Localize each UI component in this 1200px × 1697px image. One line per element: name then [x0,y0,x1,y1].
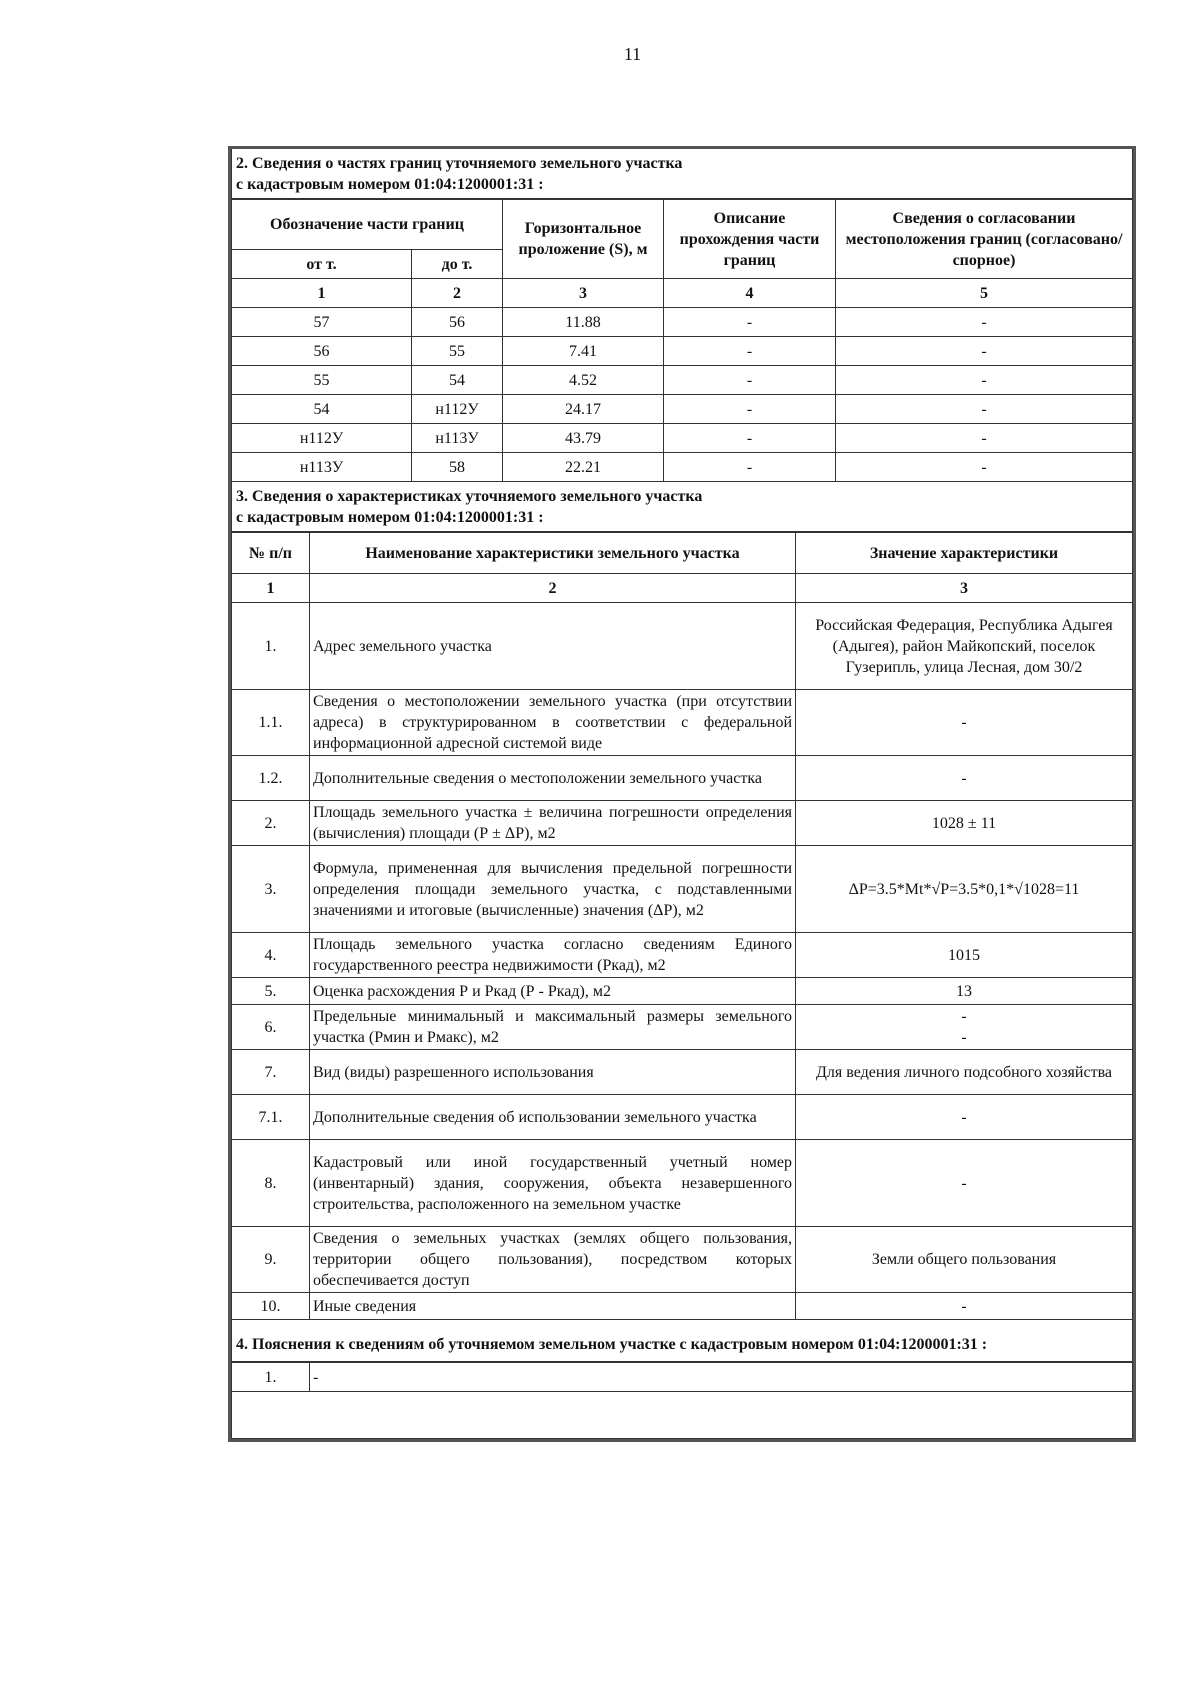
row-number: 4. [232,933,310,978]
horizontal-distance: 43.79 [503,424,664,453]
horizontal-distance: 7.41 [503,337,664,366]
table-row [232,1293,1133,1320]
table-row [232,1095,1133,1140]
characteristic-name: Иные сведения [310,1293,796,1320]
column-number-row [232,279,1133,308]
max-size-value: - [961,1029,967,1046]
min-size-value: - [961,1008,967,1025]
table-row [232,337,1133,366]
from-point: 56 [232,337,412,366]
agreement-cell: - [836,337,1133,366]
row-number: 1.2. [232,756,310,801]
characteristic-name: Вид (виды) разрешенного использования [310,1050,796,1095]
to-point: 54 [412,366,503,395]
name-header: Наименование характеристики земельного участка [310,533,796,574]
characteristic-value: 1015 [796,933,1133,978]
horizontal-distance: 24.17 [503,395,664,424]
characteristic-name: Сведения о земельных участках (землях общего пользования, территории общего пользования), посредством которых обеспечивается доступ [310,1227,796,1293]
characteristic-value: 13 [796,978,1133,1005]
characteristic-name: Предельные минимальный и максимальный размеры земельного участка (Рмин и Рмакс), м2 [310,1005,796,1050]
characteristics-table [231,532,1133,1320]
table-row [232,1363,1133,1392]
characteristic-name: Оценка расхождения Р и Ркад (Р - Ркад), м2 [310,978,796,1005]
part-designation-header: Обозначение части границ [232,200,503,250]
table-row [232,690,1133,756]
description-cell: - [664,337,836,366]
from-point: 54 [232,395,412,424]
row-number: 3. [232,846,310,933]
from-point: 55 [232,366,412,395]
characteristic-value: - [796,690,1133,756]
agreement-cell: - [836,424,1133,453]
table-row [232,978,1133,1005]
empty-row [231,1392,1133,1439]
description-cell: - [664,366,836,395]
column-number: 5 [836,279,1133,308]
characteristic-name: Дополнительные сведения об использовании земельного участка [310,1095,796,1140]
table-row [232,1005,1133,1050]
table-row [232,603,1133,690]
description-cell: - [664,395,836,424]
section3-title-line2: с кадастровым номером 01:04:1200001:31 : [236,509,544,526]
description-cell: - [664,308,836,337]
row-number: 1. [232,1363,310,1392]
characteristic-name: Площадь земельного участка ± величина погрешности определения (вычисления) площади (Р ± ΔР), м2 [310,801,796,846]
agreement-cell: - [836,366,1133,395]
row-number: 1.1. [232,690,310,756]
row-number: 10. [232,1293,310,1320]
characteristic-value: - [796,1095,1133,1140]
characteristic-name: Площадь земельного участка согласно сведениям Единого государственного реестра недвижимости (Ркад), м2 [310,933,796,978]
characteristic-value: Земли общего пользования [796,1227,1133,1293]
to-point: н113У [412,424,503,453]
table-row [232,1227,1133,1293]
to-point: 55 [412,337,503,366]
row-number: 2. [232,801,310,846]
horizontal-header: Горизонтальное проложение (S), м [503,200,664,279]
boundary-parts-table [231,199,1133,482]
from-point: н113У [232,453,412,482]
column-number: 3 [796,574,1133,603]
characteristic-name: Адрес земельного участка [310,603,796,690]
row-number: 8. [232,1140,310,1227]
description-header: Описание прохождения части границ [664,200,836,279]
to-point: 56 [412,308,503,337]
column-number: 2 [412,279,503,308]
characteristic-name: Формула, примененная для вычисления предельной погрешности определения площади земельного участка, с подставленными значениями и итоговые (вычисленные) значения (ΔР), м2 [310,846,796,933]
row-number: 7. [232,1050,310,1095]
agreement-cell: - [836,453,1133,482]
section2-title [231,149,1133,199]
table-row [232,801,1133,846]
table-row [232,1050,1133,1095]
table-row [232,395,1133,424]
column-number: 1 [232,574,310,603]
to-header: до т. [412,250,503,279]
row-number: 7.1. [232,1095,310,1140]
characteristic-name: Кадастровый или иной государственный учетный номер (инвентарный) здания, сооружения, объекта незавершенного строительства, расположенного на земельном участке [310,1140,796,1227]
description-cell: - [664,453,836,482]
value-header: Значение характеристики [796,533,1133,574]
table-row [232,366,1133,395]
column-number: 3 [503,279,664,308]
table-row [232,424,1133,453]
document-frame [228,146,1136,1442]
characteristic-value: - [796,1293,1133,1320]
column-number: 2 [310,574,796,603]
explanation-text: - [310,1363,1133,1392]
page-number: 11 [623,44,642,64]
section3-title [231,482,1133,532]
characteristic-value: - [796,1140,1133,1227]
section2-title-line1: 2. Сведения о частях границ уточняемого земельного участка [236,155,683,172]
horizontal-distance: 4.52 [503,366,664,395]
column-number-row [232,574,1133,603]
table-row [232,846,1133,933]
explanations-table [231,1362,1133,1392]
characteristic-value: Для ведения личного подсобного хозяйства [796,1050,1133,1095]
characteristic-name: Сведения о местоположении земельного участка (при отсутствии адреса) в структурированном в соответствии с федеральной информационной адресной системой виде [310,690,796,756]
table-row [232,453,1133,482]
table-row [232,308,1133,337]
horizontal-distance: 22.21 [503,453,664,482]
description-cell: - [664,424,836,453]
agreement-cell: - [836,395,1133,424]
row-number: 1. [232,603,310,690]
section4-title: 4. Пояснения к сведениям об уточняемом земельном участке с кадастровым номером 01:04:1200001:31 : [231,1320,1133,1362]
characteristic-name: Дополнительные сведения о местоположении земельного участка [310,756,796,801]
characteristic-value: ΔР=3.5*Mt*√Р=3.5*0,1*√1028=11 [796,846,1133,933]
table-row [232,756,1133,801]
row-number: 9. [232,1227,310,1293]
table-row [232,1140,1133,1227]
section3-title-line1: 3. Сведения о характеристиках уточняемого земельного участка [236,488,703,505]
agreement-header: Сведения о согласовании местоположения границ (согласовано/спорное) [836,200,1133,279]
characteristic-value: - [796,756,1133,801]
characteristic-value: Российская Федерация, Республика Адыгея (Адыгея), район Майкопский, поселок Гузерипль, улица Лесная, дом 30/2 [796,603,1133,690]
horizontal-distance: 11.88 [503,308,664,337]
column-number: 1 [232,279,412,308]
agreement-cell: - [836,308,1133,337]
num-header: № п/п [232,533,310,574]
from-point: н112У [232,424,412,453]
row-number: 6. [232,1005,310,1050]
column-number: 4 [664,279,836,308]
characteristic-value [796,1005,1133,1050]
to-point: н112У [412,395,503,424]
from-header: от т. [232,250,412,279]
to-point: 58 [412,453,503,482]
section2-title-line2: с кадастровым номером 01:04:1200001:31 : [236,176,544,193]
from-point: 57 [232,308,412,337]
table-row [232,933,1133,978]
row-number: 5. [232,978,310,1005]
characteristic-value: 1028 ± 11 [796,801,1133,846]
